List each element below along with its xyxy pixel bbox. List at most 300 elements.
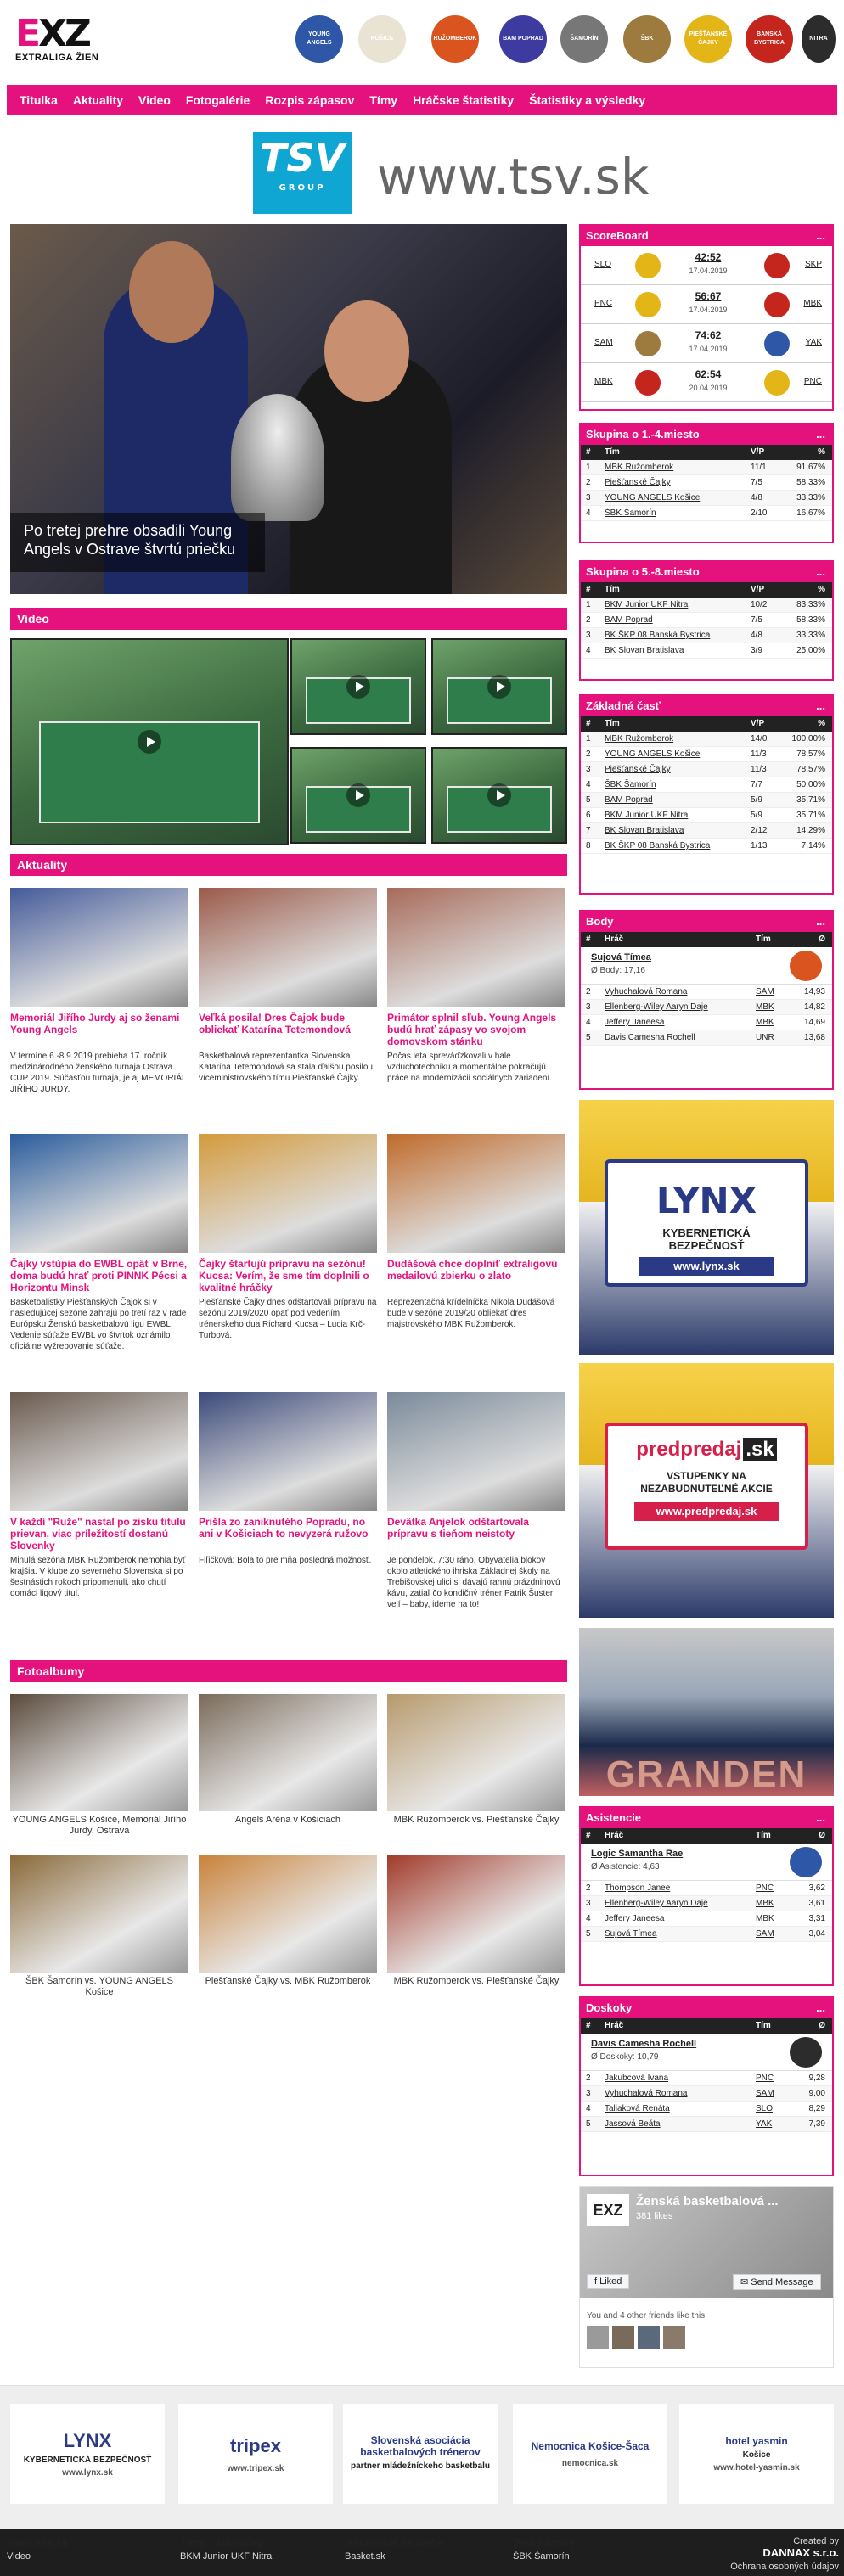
team-code[interactable]: SAM — [756, 1929, 774, 1939]
team-logo — [790, 951, 822, 981]
column-header: # — [586, 934, 591, 944]
footer-col-title[interactable]: Weby tímov — [513, 2536, 575, 2549]
video-thumb[interactable] — [290, 638, 426, 735]
partner-name: hotel yasmin — [725, 2435, 788, 2447]
team-code[interactable]: MBK — [756, 1914, 774, 1923]
table-row[interactable] — [581, 747, 832, 762]
hero-caption[interactable]: Po tretej prehre obsadili Young Angels v Ostrave štvrtú priečku — [10, 513, 265, 572]
predpredaj-text: VSTUPENKY NA NEZABUDNUTEĽNÉ AKCIE — [640, 1470, 773, 1495]
album-image[interactable] — [10, 1855, 188, 1973]
table-row[interactable] — [581, 1927, 832, 1942]
table-cell: 91,67% — [796, 463, 825, 472]
avatar[interactable] — [663, 2326, 685, 2349]
news-image[interactable] — [199, 1392, 377, 1511]
table-row[interactable] — [581, 1015, 832, 1030]
video-thumb[interactable] — [290, 747, 426, 844]
table-cell[interactable]: ŠBK Šamorín — [605, 780, 656, 789]
nav-item[interactable]: Tímy — [369, 93, 398, 107]
player-name[interactable]: Jassová Beáta — [605, 2119, 661, 2129]
facebook-like-button[interactable]: f Liked — [587, 2274, 629, 2289]
table-row[interactable] — [581, 732, 832, 747]
table-row[interactable] — [581, 2117, 832, 2132]
column-header: Ø — [819, 1831, 825, 1840]
nav-item[interactable]: Titulka — [20, 93, 58, 107]
away-team[interactable]: SKP — [804, 260, 822, 269]
top-player-name[interactable]: Sujová Tímea — [591, 952, 651, 962]
table-row[interactable] — [581, 1911, 832, 1927]
news-title[interactable]: Memoriál Jiřího Jurdy aj so ženami Young Angels — [10, 1012, 180, 1035]
album-caption[interactable]: ŠBK Šamorín vs. YOUNG ANGELS Košice — [25, 1976, 174, 1997]
table-row[interactable] — [581, 598, 832, 613]
video-thumb-main[interactable] — [10, 638, 289, 845]
scoreboard-game[interactable] — [581, 246, 832, 285]
logo-mark: EXZ — [15, 12, 89, 55]
table-cell: 9,28 — [808, 2074, 825, 2083]
club-logo[interactable]: ŠBK — [623, 15, 671, 63]
table-cell: 16,67% — [796, 508, 825, 518]
table-cell: 4 — [586, 508, 591, 518]
news-title[interactable]: V každí "Ruže" nastal po zisku titulu prievan, viac príležitostí dostanú Slovenky — [10, 1516, 186, 1552]
player-name[interactable]: Jeffery Janeesa — [605, 1914, 665, 1923]
table-cell: 9,00 — [808, 2089, 825, 2098]
column-header: V/P — [751, 719, 765, 728]
table-cell[interactable]: BK ŠKP 08 Banská Bystrica — [605, 841, 711, 850]
nav-item[interactable]: Aktuality — [72, 93, 123, 107]
table-row[interactable] — [581, 839, 832, 854]
club-logo[interactable]: BANSKÁ BYSTRICA — [746, 15, 793, 63]
hero-person-coach-head — [129, 241, 214, 343]
footer-col-site — [7, 2536, 69, 2562]
game-date: 20.04.2019 — [689, 384, 728, 392]
play-icon — [346, 783, 370, 807]
predpredaj-ad[interactable] — [579, 1363, 834, 1618]
nav-item[interactable]: Hráčske štatistiky — [413, 93, 515, 107]
granden-ad[interactable] — [579, 1628, 834, 1796]
away-team-logo — [764, 292, 790, 317]
away-team[interactable]: PNC — [803, 377, 822, 386]
partner-url: www.hotel-yasmin.sk — [713, 2463, 800, 2472]
table-cell[interactable]: Piešťanské Čajky — [605, 765, 671, 774]
group1-header[interactable]: Skupina o 1.-4.miesto ... — [581, 424, 832, 445]
partner-url: www.tripex.sk — [227, 2463, 284, 2473]
team-code[interactable]: PNC — [756, 2074, 774, 2083]
table-cell[interactable]: BK Slovan Bratislava — [605, 826, 684, 835]
play-icon — [487, 783, 511, 807]
table-row[interactable] — [581, 460, 832, 475]
top-player[interactable] — [581, 1844, 832, 1881]
player-name[interactable]: Taliaková Renáta — [605, 2104, 670, 2113]
club-logo[interactable]: KOŠICE — [358, 15, 406, 63]
column-header: Ø — [819, 934, 825, 944]
home-team[interactable]: SAM — [594, 338, 613, 347]
table-cell: 8 — [586, 841, 591, 850]
player-name[interactable]: Sujová Tímea — [605, 1929, 657, 1939]
table-cell: 78,57% — [796, 765, 825, 774]
table-cell: 5/9 — [751, 795, 762, 805]
table-row[interactable] — [581, 491, 832, 506]
table-cell: 4 — [586, 1018, 591, 1027]
table-row[interactable] — [581, 777, 832, 793]
album-image[interactable] — [10, 1694, 188, 1811]
nav-item[interactable]: Video — [138, 93, 171, 107]
table-row[interactable] — [581, 613, 832, 628]
table-cell[interactable]: BKM Junior UKF Nitra — [605, 600, 689, 609]
table-cell: 3,31 — [808, 1914, 825, 1923]
scoreboard-game[interactable] — [581, 285, 832, 324]
table-row[interactable] — [581, 475, 832, 491]
footer-link[interactable]: BKM Junior UKF Nitra — [180, 2551, 273, 2562]
table-cell: 50,00% — [796, 780, 825, 789]
table-cell: 14,69 — [803, 1018, 825, 1027]
news-image[interactable] — [10, 1392, 188, 1511]
top-player-value: Ø Body: 17,16 — [591, 966, 645, 975]
team-code[interactable]: SAM — [756, 2089, 774, 2098]
scoreboard-box — [579, 224, 834, 411]
game-score[interactable]: 42:52 — [695, 251, 722, 263]
avatar[interactable] — [638, 2326, 660, 2349]
table-header — [581, 932, 832, 947]
player-name[interactable]: Thompson Janee — [605, 1883, 671, 1893]
club-logo[interactable]: RUŽOMBEROK — [431, 15, 479, 63]
table-cell: 11/3 — [751, 765, 767, 774]
scoreboard-header[interactable]: ScoreBoard ... — [581, 226, 832, 246]
trophy-image — [231, 394, 324, 521]
predpredaj-url: www.predpredaj.sk — [634, 1502, 779, 1521]
top-player-name[interactable]: Davis Camesha Rochell — [591, 2039, 697, 2049]
table-cell: 1 — [586, 600, 591, 609]
table-header — [581, 2018, 832, 2034]
game-score[interactable]: 62:54 — [695, 368, 722, 380]
table-cell: 6 — [586, 811, 591, 820]
album-caption[interactable]: MBK Ružomberok vs. Piešťanské Čajky — [393, 1976, 560, 1986]
column-header: % — [818, 719, 825, 728]
facebook-friends-text: You and 4 other friends like this — [587, 2311, 706, 2321]
table-cell: 2 — [586, 615, 591, 625]
news-image[interactable] — [199, 1134, 377, 1253]
home-team[interactable]: SLO — [594, 260, 612, 269]
news-title[interactable]: Veľká posila! Dres Čajok bude obliekať Katarína Tetemondová — [199, 1012, 351, 1035]
team-code[interactable]: MBK — [756, 1018, 774, 1027]
lynx-url: www.lynx.sk — [639, 1257, 774, 1276]
main-part-table — [579, 694, 834, 895]
team-code[interactable]: SLO — [756, 2104, 774, 2113]
album-image[interactable] — [387, 1855, 565, 1973]
table-cell: 5 — [586, 1033, 591, 1042]
table-row[interactable] — [581, 985, 832, 1000]
table-cell: 3,61 — [808, 1899, 825, 1908]
album-image[interactable] — [199, 1694, 377, 1811]
table-cell: 2 — [586, 749, 591, 759]
news-image[interactable] — [10, 888, 188, 1007]
footer-link[interactable]: ŠBK Šamorín — [513, 2551, 570, 2562]
table-header — [581, 716, 832, 732]
partner-logo[interactable] — [178, 2404, 333, 2504]
tsv-banner[interactable] — [253, 132, 686, 217]
table-cell: 5 — [586, 2119, 591, 2129]
table-cell: 2/10 — [751, 508, 768, 518]
table-cell: 3/9 — [751, 646, 762, 655]
rebounds-header[interactable]: Doskoky ... — [581, 1998, 832, 2018]
table-cell: 1 — [586, 734, 591, 744]
tsv-url: www.tsv.sk — [377, 148, 650, 205]
footer-col-basket — [345, 2536, 443, 2562]
table-cell[interactable]: MBK Ružomberok — [605, 734, 674, 744]
team-code[interactable]: UNR — [756, 1033, 774, 1042]
table-cell[interactable]: ŠBK Šamorín — [605, 508, 656, 518]
table-cell[interactable]: YOUNG ANGELS Košice — [605, 493, 701, 502]
lynx-ad-card — [605, 1159, 808, 1287]
section-video-header: Video — [10, 608, 567, 630]
group2-table — [579, 560, 834, 681]
home-team-logo — [635, 370, 661, 396]
facebook-likes: 381 likes — [636, 2211, 673, 2221]
news-title[interactable]: Prišla zo zaniknutého Popradu, no ani v Košiciach to nevyzerá ružovo — [199, 1516, 369, 1540]
news-text: Počas leta spreváďzkovali v hale vzduchotechniku a momentálne pokračujú práce na modernizácii sociálnych zariadení. — [387, 1052, 552, 1083]
group2-header[interactable]: Skupina o 5.-8.miesto ... — [581, 562, 832, 582]
home-team[interactable]: MBK — [594, 377, 613, 386]
table-cell: 2 — [586, 987, 591, 996]
team-code[interactable]: SAM — [756, 987, 774, 996]
scoreboard-game[interactable] — [581, 324, 832, 363]
table-cell: 7/5 — [751, 478, 762, 487]
facebook-cover[interactable] — [580, 2187, 833, 2298]
home-team-logo — [635, 331, 661, 356]
home-team-logo — [635, 292, 661, 317]
player-name[interactable]: Ellenberg-Wiley Aaryn Daje — [605, 1899, 708, 1908]
club-logo[interactable]: BAM POPRAD — [499, 15, 547, 63]
away-team[interactable]: YAK — [805, 338, 822, 347]
partner-sub: partner mládežníckeho basketbalu — [351, 2461, 490, 2471]
table-cell: 3 — [586, 493, 591, 502]
main-part-header[interactable]: Základná časť ... — [581, 696, 832, 716]
club-logo[interactable]: YOUNG ANGELS — [295, 15, 343, 63]
nav-item[interactable]: Rozpis zápasov — [265, 93, 355, 107]
footer-col-title[interactable]: Tímy - štatistiky — [180, 2536, 264, 2549]
message-icon: ✉ — [740, 2277, 751, 2287]
exz-logo[interactable] — [15, 12, 126, 66]
table-cell: 1 — [586, 463, 591, 472]
news-text: Basketbalistky Piešťanských Čajok si v nasledujúcej sezóne zahrajú po tretí raz v rade Európsku Ženskú basketbalovú ligu EWBL. Vedenie súťaže EWBL vo štvrtok oznámilo oficiálne vyžrebovanie súťaže. — [10, 1298, 187, 1351]
news-image[interactable] — [10, 1134, 188, 1253]
table-row[interactable] — [581, 643, 832, 659]
club-logo[interactable]: ŠAMORÍN — [560, 15, 608, 63]
game-score[interactable]: 56:67 — [695, 290, 722, 302]
table-cell: 14,93 — [803, 987, 825, 996]
table-cell: 33,33% — [796, 631, 825, 640]
away-team[interactable]: MBK — [803, 299, 822, 308]
facebook-page-name[interactable]: Ženská basketbalová ... — [636, 2194, 779, 2208]
footer-link[interactable]: Video — [7, 2551, 31, 2562]
news-image[interactable] — [199, 888, 377, 1007]
club-logo[interactable]: PIEŠŤANSKÉ ČAJKY — [684, 15, 732, 63]
play-icon — [138, 730, 161, 754]
player-name[interactable]: Ellenberg-Wiley Aaryn Daje — [605, 1002, 708, 1012]
table-cell[interactable]: BAM Poprad — [605, 795, 653, 805]
footer-col-title[interactable]: www.exz.sk — [7, 2536, 69, 2549]
table-cell: 7/5 — [751, 615, 762, 625]
table-row[interactable] — [581, 762, 832, 777]
table-cell: 13,68 — [803, 1033, 825, 1042]
table-row[interactable] — [581, 2071, 832, 2086]
table-cell: 4 — [586, 646, 591, 655]
news-title[interactable]: Čajky štartujú prípravu na sezónu! Kucsa: Verím, že sme tím doplnili o kvalitné hráčky — [199, 1258, 369, 1294]
points-header[interactable]: Body ... — [581, 912, 832, 932]
table-cell: 11/1 — [751, 463, 767, 472]
column-header: # — [586, 1831, 591, 1840]
table-row[interactable] — [581, 628, 832, 643]
table-cell[interactable]: Piešťanské Čajky — [605, 478, 671, 487]
table-row[interactable] — [581, 1896, 832, 1911]
partner-url: www.lynx.sk — [62, 2468, 113, 2478]
table-cell[interactable]: BAM Poprad — [605, 615, 653, 625]
table-cell: 3 — [586, 1899, 591, 1908]
table-cell[interactable]: BKM Junior UKF Nitra — [605, 811, 689, 820]
table-cell: 58,33% — [796, 615, 825, 625]
news-title[interactable]: Čajky vstúpia do EWBL opäť v Brne, doma budú hrať proti PINNK Pécsi a Horizontu Minsk — [10, 1258, 188, 1294]
column-header: Tím — [756, 934, 771, 944]
avatar[interactable] — [587, 2326, 609, 2349]
granden-text: GRANDEN — [605, 1754, 807, 1795]
news-title[interactable]: Devätka Anjelok odštartovala prípravu s tieňom neistoty — [387, 1516, 529, 1540]
facebook-widget — [579, 2186, 834, 2368]
table-header — [581, 1828, 832, 1844]
table-cell[interactable]: BK Slovan Bratislava — [605, 646, 684, 655]
news-image[interactable] — [387, 1134, 565, 1253]
table-cell: 7/7 — [751, 780, 762, 789]
table-cell: 33,33% — [796, 493, 825, 502]
player-name[interactable]: Vyhuchalová Romana — [605, 2089, 688, 2098]
video-thumb[interactable] — [431, 747, 567, 844]
table-cell: 3 — [586, 631, 591, 640]
scoreboard-game[interactable] — [581, 363, 832, 402]
predpredaj-ad-card — [605, 1423, 808, 1550]
player-name[interactable]: Vyhuchalová Romana — [605, 987, 688, 996]
hero-person-player-head — [324, 300, 409, 402]
table-cell: 5 — [586, 1929, 591, 1939]
table-cell: 3,62 — [808, 1883, 825, 1893]
footer-credits — [672, 2536, 839, 2572]
table-header — [581, 445, 832, 460]
table-cell: 2 — [586, 2074, 591, 2083]
partner-logo[interactable] — [343, 2404, 498, 2504]
news-text: Je pondelok, 7:30 ráno. Obyvatelia blokov okolo atletického ihriska Základnej školy na Trebišovskej ulici si dávajú rannú prázdninovú kávu, zatiaľ čo kondičný tréner Patrik Šuster velí – baby, ideme na to! — [387, 1556, 560, 1609]
group1-table — [579, 423, 834, 543]
assists-header[interactable]: Asistencie ... — [581, 1808, 832, 1828]
album-caption[interactable]: MBK Ružomberok vs. Piešťanské Čajky — [393, 1815, 560, 1825]
table-cell: 8,29 — [808, 2104, 825, 2113]
table-row[interactable] — [581, 823, 832, 839]
table-row[interactable] — [581, 506, 832, 521]
album-caption[interactable]: Angels Aréna v Košiciach — [234, 1815, 341, 1825]
partner-logo[interactable] — [513, 2404, 667, 2504]
partner-url: nemocnica.sk — [561, 2458, 619, 2468]
facebook-send-button[interactable]: ✉ Send Message — [733, 2274, 821, 2290]
home-team[interactable]: PNC — [594, 299, 613, 308]
privacy-link[interactable]: Ochrana osobných údajov — [730, 2562, 839, 2572]
footer-link[interactable]: Basket.sk — [345, 2551, 385, 2562]
partner-logo[interactable] — [679, 2404, 834, 2504]
table-cell: 1/13 — [751, 841, 768, 850]
lynx-ad[interactable] — [579, 1100, 834, 1355]
column-header: Hráč — [605, 934, 624, 944]
album-caption[interactable]: Piešťanské Čajky vs. MBK Ružomberok — [205, 1976, 371, 1986]
column-header: Hráč — [605, 1831, 624, 1840]
nav-item[interactable]: Štatistiky a výsledky — [529, 93, 646, 107]
column-header: % — [818, 447, 825, 457]
news-title[interactable]: Dudášová chce doplniť extraligovú medailovú zbierku o zlato — [387, 1258, 558, 1282]
table-cell[interactable]: MBK Ružomberok — [605, 463, 674, 472]
column-header: # — [586, 447, 591, 457]
home-team-logo — [635, 253, 661, 278]
album-image[interactable] — [199, 1855, 377, 1973]
team-code[interactable]: MBK — [756, 1899, 774, 1908]
partner-logo[interactable] — [10, 2404, 165, 2504]
table-cell: 7 — [586, 826, 591, 835]
table-cell: 5 — [586, 795, 591, 805]
nav-item[interactable]: Fotogalérie — [185, 93, 250, 107]
dannax-link[interactable]: DANNAX s.r.o. — [762, 2546, 839, 2559]
player-name[interactable]: Davis Camesha Rochell — [605, 1033, 695, 1042]
table-row[interactable] — [581, 808, 832, 823]
table-cell: 83,33% — [796, 600, 825, 609]
player-name[interactable]: Jeffery Janeesa — [605, 1018, 665, 1027]
video-thumb[interactable] — [431, 638, 567, 735]
table-row[interactable] — [581, 2086, 832, 2102]
footer-created: Created by DANNAX s.r.o. — [762, 2536, 839, 2559]
team-code[interactable]: PNC — [756, 1883, 774, 1893]
player-name[interactable]: Jakubcová Ivana — [605, 2074, 669, 2083]
news-text: Reprezentačná krídelníčka Nikola Dudášová bude v sezóne 2019/20 obliekať dres majstrovského MBK Ružomberok. — [387, 1298, 555, 1329]
team-code[interactable]: YAK — [756, 2119, 773, 2129]
game-score[interactable]: 74:62 — [695, 329, 722, 341]
table-row[interactable] — [581, 1030, 832, 1046]
news-text: Piešťanské Čajky dnes odštartovali prípravu na sezónu 2019/2020 opäť pod vedením trénerskeho dua Richard Kucsa – Lucia Krč-Turbová. — [199, 1298, 377, 1340]
tsv-logo: TSV GROUP — [253, 132, 352, 214]
team-code[interactable]: MBK — [756, 1002, 774, 1012]
table-cell: 11/3 — [751, 749, 767, 759]
footer-col-title[interactable]: Basketbal na webe — [345, 2536, 444, 2549]
news-title[interactable]: Primátor splnil sľub. Young Angels budú hrať zápasy vo svojom domovskom stánku — [387, 1012, 557, 1047]
news-text: Minulá sezóna MBK Ružomberok nemohla byť krajšia. V klube zo severného Slovenska si po šestnástich rokoch pripomenuli, ako chutí domáci ligový titul. — [10, 1556, 186, 1598]
album-image[interactable] — [387, 1694, 565, 1811]
news-image[interactable] — [387, 888, 565, 1007]
top-player[interactable] — [581, 2034, 832, 2071]
table-cell[interactable]: YOUNG ANGELS Košice — [605, 749, 701, 759]
news-image[interactable] — [387, 1392, 565, 1511]
play-icon — [487, 675, 511, 699]
table-cell: 3 — [586, 765, 591, 774]
top-player[interactable] — [581, 947, 832, 985]
table-cell: 3 — [586, 2089, 591, 2098]
table-cell[interactable]: BK ŠKP 08 Banská Bystrica — [605, 631, 711, 640]
column-header: V/P — [751, 447, 765, 457]
column-header: Tím — [605, 585, 620, 594]
lynx-text2: BEZPEČNOSŤ — [668, 1239, 745, 1252]
avatar[interactable] — [612, 2326, 634, 2349]
column-header: # — [586, 719, 591, 728]
table-cell: 2/12 — [751, 826, 768, 835]
top-player-name[interactable]: Logic Samantha Rae — [591, 1849, 684, 1859]
column-header: Hráč — [605, 2021, 624, 2030]
table-row[interactable] — [581, 1881, 832, 1896]
table-cell: 4/8 — [751, 493, 762, 502]
album-caption[interactable]: YOUNG ANGELS Košice, Memoriál Jiřího Jurdy, Ostrava — [12, 1815, 187, 1836]
table-row[interactable] — [581, 1000, 832, 1015]
table-row[interactable] — [581, 2102, 832, 2117]
table-row[interactable] — [581, 793, 832, 808]
club-logo[interactable]: NITRA — [802, 15, 836, 63]
top-player-value: Ø Doskoky: 10,79 — [591, 2052, 659, 2062]
